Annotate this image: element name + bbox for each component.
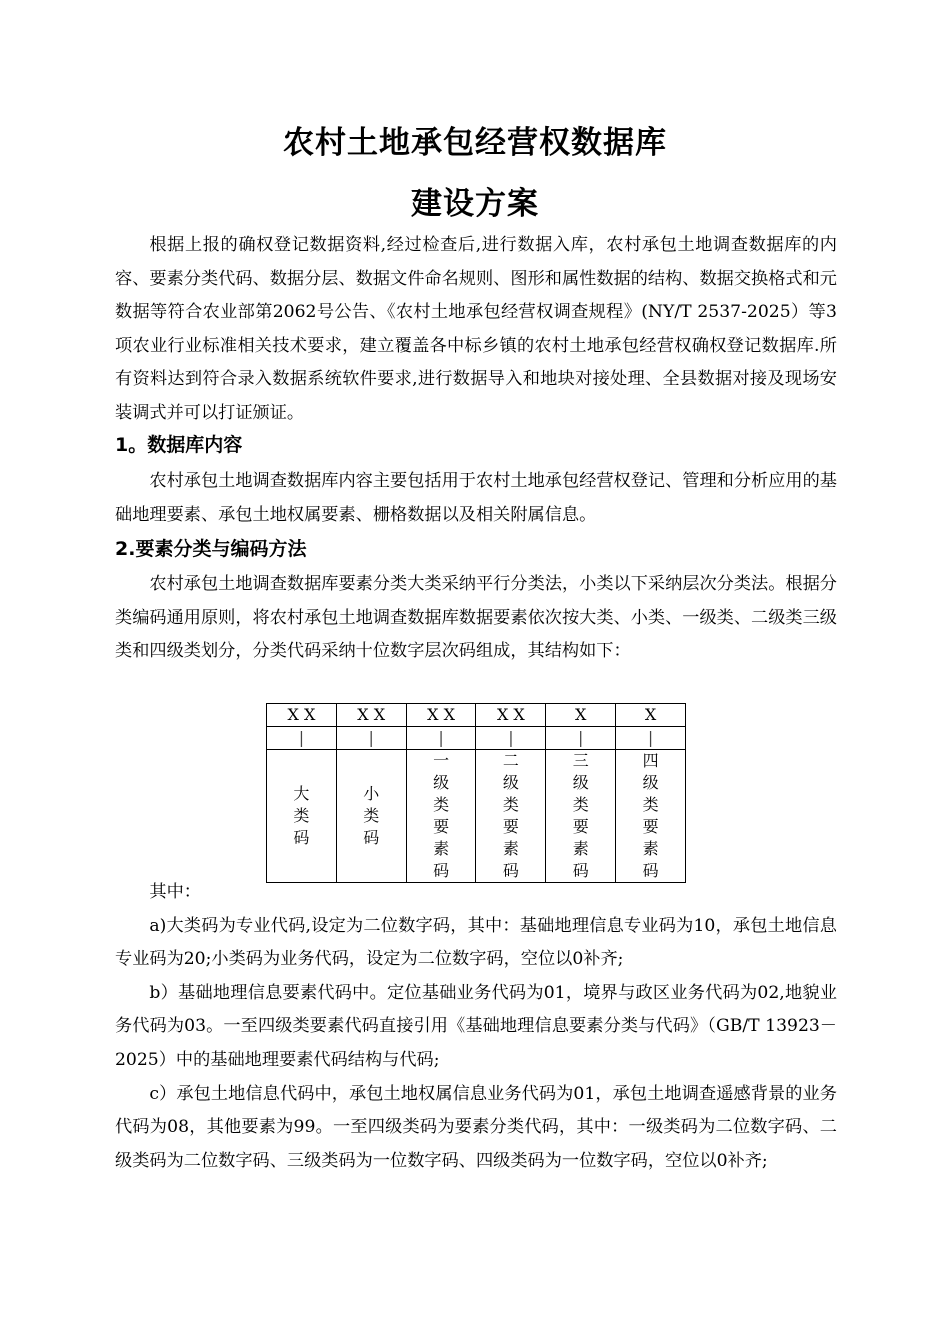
code-cell: X X [406,704,476,727]
tick-cell: | [476,727,546,750]
label-cell-level3 [546,750,616,883]
note-b: b）基础地理信息要素代码中。定位基础业务代码为01，境界与政区业务代码为02,地貌业务代码为03。一至四级类要素代码直接引用《基础地理信息要素分类与代码》（GB/T 13923－2025）中的基础地理要素代码结构与代码; [115,982,837,1070]
intro-text: 根据上报的确权登记数据资料,经过检查后,进行数据入库，农村承包土地调查数据库的内容、要素分类代码、数据分层、数据文件命名规则、图形和属性数据的结构、数据交换格式和元数据等符合农业部第2062号公告、《农村土地承包经营权调查规程》(NY/T 2537-2025）等3项农业行业标准相关技术要求，建立覆盖各中标乡镇的农村土地承包经营权确权登记数据库.所有资料达到符合录入数据系统软件要求,进行数据导入和地块对接处理、全县数据对接及现场安装调式并可以打证颁证。 [115,235,837,423]
note-lead: 其中： [149,882,201,902]
label-cell-minor [336,750,406,883]
code-cell: X [546,704,616,727]
code-structure-table [266,703,686,883]
label-text: 二级类要素码 [502,751,519,880]
code-cell: X [616,704,686,727]
tick-cell: | [267,727,337,750]
label-text: 四级类要素码 [642,751,659,880]
label-text: 一级类要素码 [433,751,450,880]
section1-heading: 1。数据库内容 [115,434,243,456]
section2-text: 农村承包土地调查数据库要素分类大类采纳平行分类法，小类以下采纳层次分类法。根据分类编码通用原则，将农村承包土地调查数据库数据要素依次按大类、小类、一级类、二级类三级类和四级类划分，分类代码采纳十位数字层次码组成，其结构如下： [115,574,837,662]
label-cell-level4 [616,750,686,883]
tick-cell: | [616,727,686,750]
tick-cell: | [406,727,476,750]
intro-paragraph [115,229,837,431]
note-a: a)大类码为专业代码,设定为二位数字码，其中：基础地理信息专业码为10，承包土地信息专业码为20;小类码为业务代码，设定为二位数字码，空位以0补齐; [115,915,837,970]
section2-paragraph [115,568,837,669]
label-text: 大类码 [293,784,310,847]
section1-text: 农村承包土地调查数据库内容主要包括用于农村土地承包经营权登记、管理和分析应用的基础地理要素、承包土地权属要素、栅格数据以及相关附属信息。 [115,471,837,525]
label-text: 小类码 [363,784,380,847]
document-subtitle: 建设方案 [411,186,539,222]
tick-cell: | [546,727,616,750]
code-cell: X X [336,704,406,727]
section1-paragraph [115,465,837,532]
tick-cell: | [336,727,406,750]
label-cell-major [267,750,337,883]
label-text: 三级类要素码 [572,751,589,880]
note-c: c）承包土地信息代码中，承包土地权属信息业务代码为01，承包土地调查遥感背景的业务代码为08，其他要素为99。一至四级类码为要素分类代码，其中：一级类码为二位数字码、二级类码为二位数字码、三级类码为一位数字码、四级类码为一位数字码，空位以0补齐; [115,1083,837,1171]
notes [115,876,837,1178]
code-cell: X X [476,704,546,727]
document-title: 农村土地承包经营权数据库 [283,125,667,161]
section2-heading: 2.要素分类与编码方法 [115,538,307,560]
label-cell-level2 [476,750,546,883]
label-cell-level1 [406,750,476,883]
code-cell: X X [267,704,337,727]
